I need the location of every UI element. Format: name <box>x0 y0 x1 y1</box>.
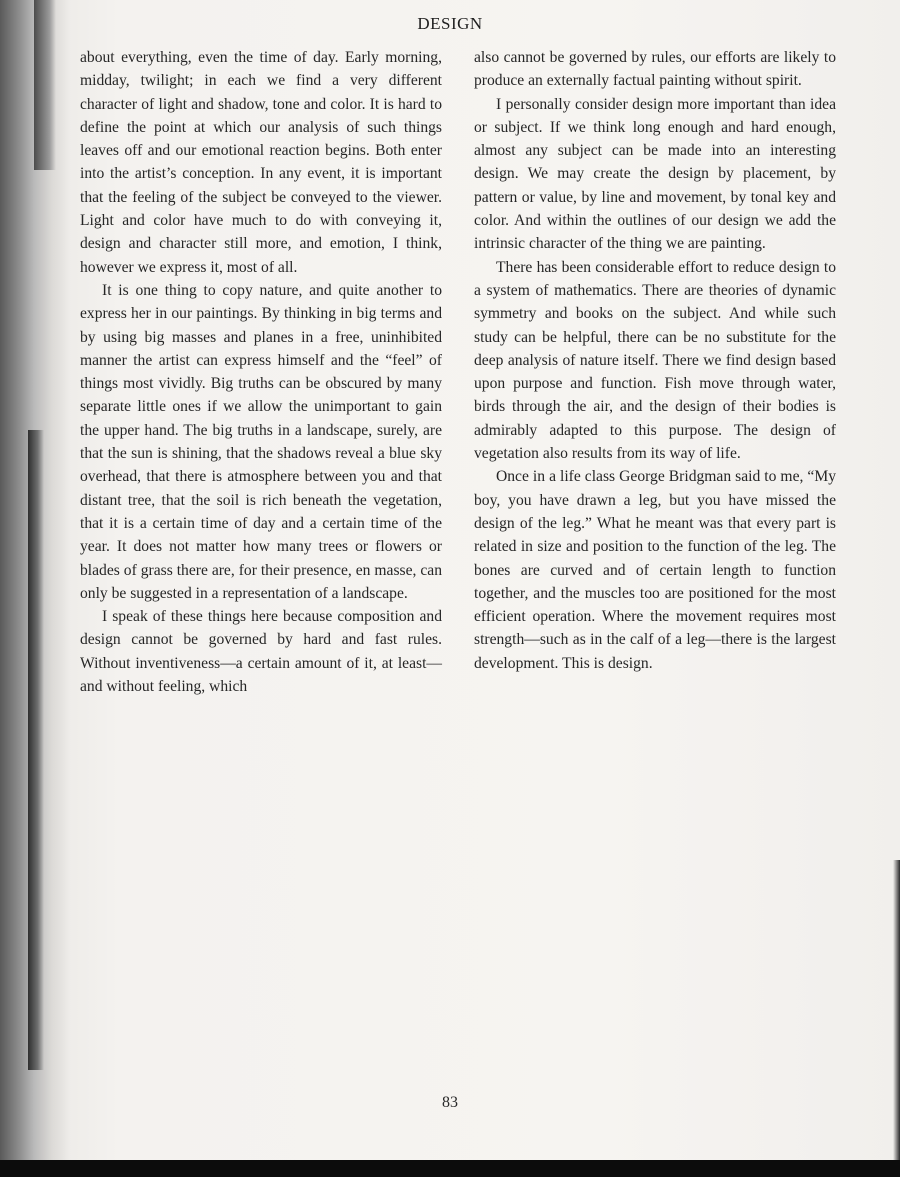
binding-shadow-dark <box>28 430 44 1070</box>
paragraph: Once in a life class George Bridgman said to me, “My boy, you have drawn a leg, but you have missed the design of the leg.” What he meant was that every part is related in size and position to the function of the leg. The bones are curved and of certain length to function together, and the muscles too are positioned for the most efficient operation. Where the movement requires most strength—such as in the calf of a leg—there is the largest development. This is design. <box>474 468 836 672</box>
paragraph: also cannot be governed by rules, our efforts are likely to produce an externally factual painting without spirit. <box>474 49 836 90</box>
scan-edge-right <box>893 860 900 1160</box>
scan-edge-bottom <box>0 1160 900 1177</box>
paragraph: about everything, even the time of day. Early morning, midday, twilight; in each we find a very different character of light and shadow, tone and color. It is hard to define the point at which our analysis of such things leaves off and our emotional reaction begins. Both enter into the artist’s conception. In any event, it is important that the feeling of the subject be conveyed to the viewer. Light and color have much to do with conveying it, design and character still more, and emotion, I think, however we express it, most of all. <box>80 49 442 276</box>
page-number: 83 <box>442 1094 458 1111</box>
left-column <box>80 46 442 698</box>
right-column <box>474 46 836 675</box>
paragraph: It is one thing to copy nature, and quite another to express her in our paintings. By thinking in big terms and by using big masses and planes in a free, uninhibited manner the artist can express himself and the “feel” of things most vividly. Big truths can be obscured by many separate little ones if we allow the unimportant to gain the upper hand. The big truths in a landscape, surely, are that the sun is shining, that the shadows reveal a blue sky overhead, that there is atmosphere between you and that distant tree, that the soil is rich beneath the vegetation, that it is a certain time of day and a certain time of the year. It does not matter how many trees or flowers or blades of grass there are, for their presence, en masse, can only be suggested in a representation of a landscape. <box>80 281 442 602</box>
running-head: DESIGN <box>417 14 483 33</box>
paragraph: There has been considerable effort to reduce design to a system of mathematics. There are theories of dynamic symmetry and books on the subject. And while such study can be helpful, there can be no substitute for the deep analysis of nature itself. There we find design based upon purpose and function. Fish move through water, birds through the air, and the design of their bodies is admirably adapted to this purpose. The design of vegetation also results from its way of life. <box>474 258 836 463</box>
paragraph: I speak of these things here because composition and design cannot be governed by hard and fast rules. Without inventiveness—a certain amount of it, at least—and without feeling, which <box>80 608 442 696</box>
paragraph: I personally consider design more important than idea or subject. If we think long enough and hard enough, almost any subject can be made into an interesting design. We may create the design by placement, by pattern or value, by line and movement, by tonal key and color. And within the outlines of our design we add the intrinsic character of the thing we are painting. <box>474 95 836 253</box>
